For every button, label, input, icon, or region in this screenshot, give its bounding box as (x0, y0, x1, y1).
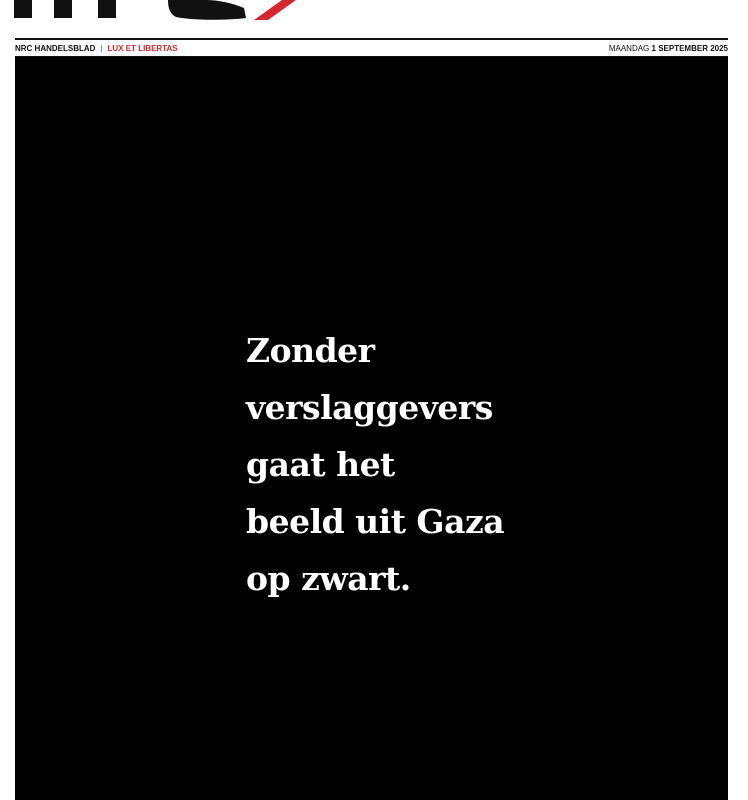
masthead-info-right (609, 42, 728, 56)
nrc-logo[interactable] (0, 0, 320, 38)
masthead (0, 0, 748, 38)
logo-letter-r (98, 0, 116, 18)
black-front-page-panel (15, 57, 728, 800)
issue-weekday: MAANDAG (608, 44, 650, 53)
masthead-top-rule (15, 38, 728, 40)
info-separator: | (100, 44, 103, 53)
logo-letter-n (14, 0, 72, 18)
headline-line: verslaggevers (246, 388, 493, 427)
logo-slash-accent (254, 0, 296, 20)
headline-line: beeld uit Gaza (246, 502, 505, 541)
front-page-headline (246, 322, 504, 607)
logo-letter-c (168, 0, 246, 20)
headline-line: Zonder (246, 331, 375, 370)
headline-line: op zwart. (246, 559, 411, 598)
paper-name: NRC HANDELSBLAD (15, 44, 96, 53)
paper-motto: LUX ET LIBERTAS (107, 44, 178, 53)
masthead-info-left (15, 42, 178, 56)
headline-line: gaat het (246, 445, 395, 484)
masthead-info-bar (15, 42, 728, 56)
issue-date: 1 SEPTEMBER 2025 (651, 44, 728, 53)
